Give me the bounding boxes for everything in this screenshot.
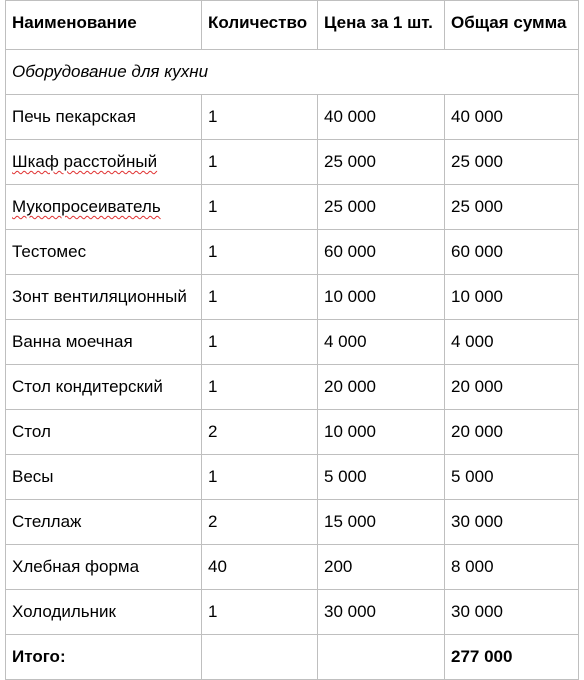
header-name: Наименование — [6, 1, 202, 50]
cell-sum: 8 000 — [445, 545, 579, 590]
cell-quantity: 1 — [202, 455, 318, 500]
cell-unit-price: 5 000 — [318, 455, 445, 500]
cell-unit-price: 25 000 — [318, 140, 445, 185]
cell-sum: 30 000 — [445, 590, 579, 635]
cell-sum: 40 000 — [445, 95, 579, 140]
cell-quantity: 1 — [202, 365, 318, 410]
cell-sum: 25 000 — [445, 185, 579, 230]
cell-name: Зонт вентиляционный — [6, 275, 202, 320]
table-row — [6, 365, 579, 410]
cell-name: Ванна моечная — [6, 320, 202, 365]
section-row — [6, 50, 579, 95]
cell-name: Хлебная форма — [6, 545, 202, 590]
table-row — [6, 410, 579, 455]
cell-unit-price: 200 — [318, 545, 445, 590]
cell-unit-price: 4 000 — [318, 320, 445, 365]
cell-unit-price: 60 000 — [318, 230, 445, 275]
cell-unit-price: 30 000 — [318, 590, 445, 635]
table-row — [6, 140, 579, 185]
cell-name: Весы — [6, 455, 202, 500]
table-row — [6, 185, 579, 230]
cell-sum: 5 000 — [445, 455, 579, 500]
cell-quantity: 40 — [202, 545, 318, 590]
cell-quantity: 1 — [202, 230, 318, 275]
cell-sum: 20 000 — [445, 365, 579, 410]
table-row — [6, 545, 579, 590]
header-total-sum: Общая сумма — [445, 1, 579, 50]
cell-unit-price: 15 000 — [318, 500, 445, 545]
table-row — [6, 275, 579, 320]
cell-name: Холодильник — [6, 590, 202, 635]
total-sum: 277 000 — [445, 635, 579, 680]
cell-sum: 10 000 — [445, 275, 579, 320]
total-label: Итого: — [6, 635, 202, 680]
cell-unit-price: 10 000 — [318, 275, 445, 320]
cell-name: Тестомес — [6, 230, 202, 275]
cell-name — [6, 185, 202, 230]
cell-sum: 4 000 — [445, 320, 579, 365]
cell-name — [6, 140, 202, 185]
cell-name: Стол — [6, 410, 202, 455]
table-row — [6, 455, 579, 500]
cell-quantity: 2 — [202, 410, 318, 455]
header-unit-price: Цена за 1 шт. — [318, 1, 445, 50]
section-title: Оборудование для кухни — [6, 50, 579, 95]
cell-quantity: 1 — [202, 140, 318, 185]
cell-quantity: 1 — [202, 590, 318, 635]
spellcheck-text: Шкаф расстойный — [12, 152, 158, 171]
table-row — [6, 500, 579, 545]
cell-sum: 25 000 — [445, 140, 579, 185]
table-header-row — [6, 1, 579, 50]
table-row — [6, 95, 579, 140]
cell-name: Стол кондитерский — [6, 365, 202, 410]
cell-name: Печь пекарская — [6, 95, 202, 140]
cell-unit-price: 10 000 — [318, 410, 445, 455]
cell-quantity: 2 — [202, 500, 318, 545]
header-quantity: Количество — [202, 1, 318, 50]
table-row — [6, 320, 579, 365]
cell-unit-price: 20 000 — [318, 365, 445, 410]
cell-unit-price: 40 000 — [318, 95, 445, 140]
equipment-table — [5, 0, 579, 680]
cell-quantity: 1 — [202, 320, 318, 365]
table-row — [6, 590, 579, 635]
cell-unit-price: 25 000 — [318, 185, 445, 230]
cell-name: Стеллаж — [6, 500, 202, 545]
table-row — [6, 230, 579, 275]
spellcheck-text: Мукопросеиватель — [12, 197, 161, 216]
cell-quantity: 1 — [202, 95, 318, 140]
cell-sum: 60 000 — [445, 230, 579, 275]
cell-quantity: 1 — [202, 185, 318, 230]
cell-sum: 20 000 — [445, 410, 579, 455]
cell-quantity: 1 — [202, 275, 318, 320]
cell-sum: 30 000 — [445, 500, 579, 545]
